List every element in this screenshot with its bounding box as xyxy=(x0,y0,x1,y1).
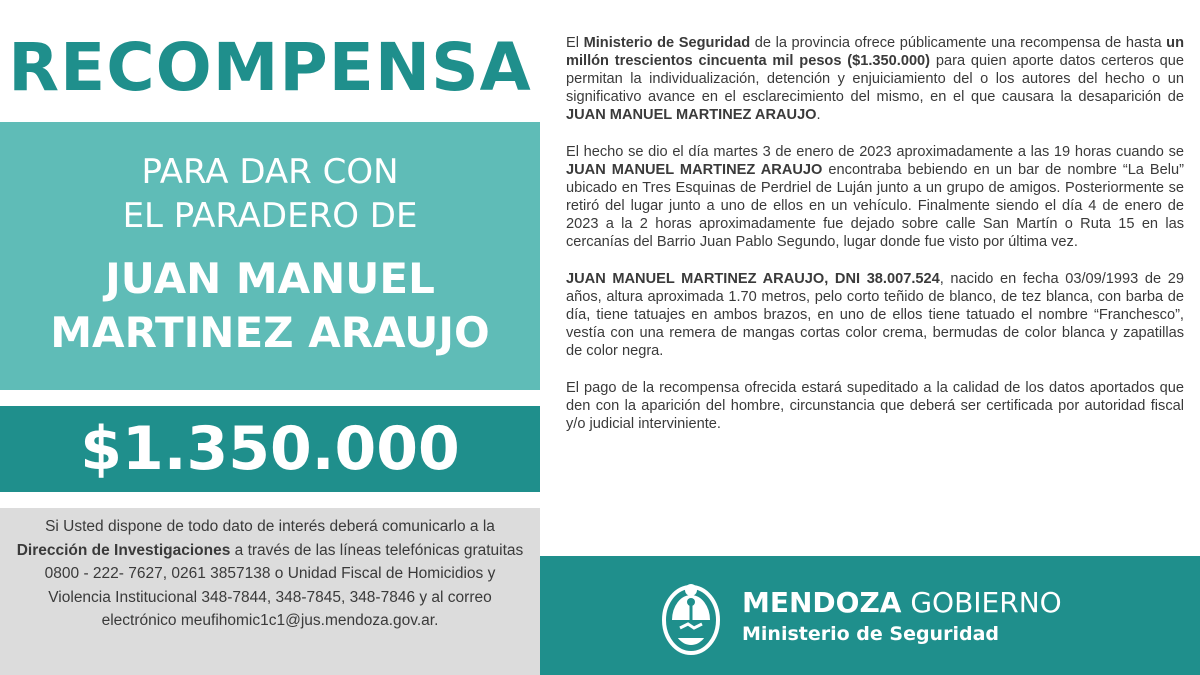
person-name-line-2: MARTINEZ ARAUJO xyxy=(50,308,490,357)
ministry-name: Ministerio de Seguridad xyxy=(742,623,999,645)
left-panel xyxy=(0,0,540,675)
reward-amount: $1.350.000 xyxy=(0,406,540,492)
p3-text-b: , nacido en fecha 03/09/1993 de 29 años, altura aproximada 1.70 metros, pelo corto teñido de blanco, de tez blanca, con barba de día, tiene tatuajes en ambos brazos, en uno de ellos tiene tatuado el nombre “Franchesco”, vestía con una remera de mangas cortas color crema, bermudas de color blanca y zapatillas de color negra. xyxy=(566,271,1184,359)
gov-name-light: GOBIERNO xyxy=(901,586,1062,619)
details-text xyxy=(566,34,1184,452)
contact-info xyxy=(0,508,540,675)
p1-person-name: JUAN MANUEL MARTINEZ ARAUJO xyxy=(566,107,817,123)
paragraph-payment: El pago de la recompensa ofrecida estará supeditado a la calidad de los datos aportados que den con la aparición del hombre, circunstancia que deberá ser certificada por autoridad fiscal y/o judicial interviniente. xyxy=(566,380,1184,432)
p2-text-c: encontraba bebiendo en un bar de nombre “La Belu” ubicado en Tres Esquinas de Perdriel de Luján junto a un grupo de amigos. Posteriormente se retiró del lugar junto a uno de ellos en un vehículo. Finalmente siendo el día 4 de enero de 2023 a la 2 horas aproximadamente fue dejado sobre calle San Martín o Ruta 15 en las cercanías del Barrio Juan Pablo Segundo, lugar donde fue visto por última vez. xyxy=(566,162,1185,250)
government-name xyxy=(742,586,1062,620)
contact-text-1: Si Usted dispone de todo dato de interés deberá comunicarlo a la xyxy=(45,518,495,535)
p1-text-g: . xyxy=(816,107,821,123)
p1-amount-words: un millón trescientos cincuenta mil pesos ($1.350.000) xyxy=(566,35,1185,69)
paragraph-facts xyxy=(566,143,1184,251)
person-name-line-1: JUAN MANUEL xyxy=(105,254,435,303)
paragraph-offer xyxy=(566,34,1184,124)
p1-text-c: de la provincia ofrece públicamente una recompensa de hasta xyxy=(750,35,1167,51)
p2-person-name: JUAN MANUEL MARTINEZ ARAUJO xyxy=(566,162,823,178)
province-shield-icon xyxy=(658,580,724,656)
paragraph-description xyxy=(566,270,1184,360)
p1-text-e: para quien aporte datos certeros que permitan la individualización, detención y enjuiciamiento del o los autores del hecho o un significativo avance en el esclarecimiento del mismo, en el que causara la desaparición de xyxy=(566,53,1184,105)
subtitle-line-2: EL PARADERO DE xyxy=(122,196,418,236)
reward-title: RECOMPENSA xyxy=(8,29,532,106)
government-footer xyxy=(540,556,1200,675)
p2-text-a: El hecho se dio el día martes 3 de enero de 2023 aproximadamente a las 19 horas cuando se xyxy=(566,144,1184,160)
p1-ministry: Ministerio de Seguridad xyxy=(583,35,751,51)
p3-person-id: JUAN MANUEL MARTINEZ ARAUJO, DNI 38.007.524 xyxy=(566,271,940,287)
contact-text-2: a través de las líneas telefónicas gratuitas 0800 - 222- 7627, 0261 3857138 o Unidad Fiscal de Homicidios y Violencia Institucional 348-7844, 348-7845, 348-7846 y al correo electrónico meufihomic1c1@jus.mendoza.gov.ar. xyxy=(44,541,524,629)
subtitle-line-1: PARA DAR CON xyxy=(141,152,399,192)
missing-person-banner xyxy=(0,122,540,390)
contact-directorate: Dirección de Investigaciones xyxy=(16,541,231,559)
p1-text-a: El xyxy=(566,35,584,51)
gov-name-bold: MENDOZA xyxy=(742,586,902,619)
